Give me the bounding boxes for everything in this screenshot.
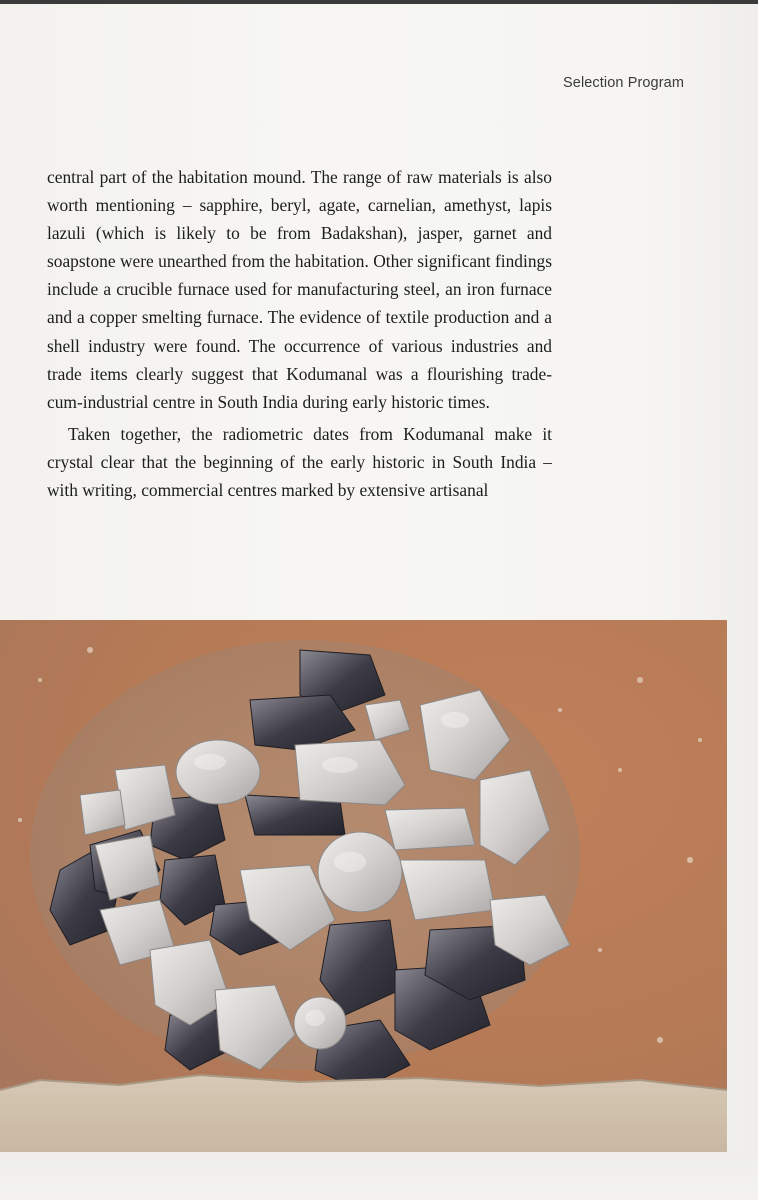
quartz-stone-cluster-photo [0,620,727,1152]
paragraph-2: Taken together, the radiometric dates from Kodumanal make it crystal clear that the beginning of the early historic in South India – with writing, commercial centres marked by extensive artisanal [47,423,552,501]
running-header: Selection Program [563,75,684,91]
paragraph-1: central part of the habitation mound. The range of raw materials is also worth mentioning – sapphire, beryl, agate, carnelian, amethyst, lapis lazuli (which is likely to be from Badakshan), jasper, garnet and soapstone were unearthed from the habitation. Other significant findings include a crucible furnace used for manufacturing steel, an iron furnace and a copper smelting furnace. The evidence of textile production and a shell industry were found. The occurrence of various industries and trade items clearly suggest that Kodumanal was a flourishing trade-cum-industrial centre in South India during early historic times. [47,167,552,412]
excavation-photo [0,620,727,1152]
page-bottom-margin [0,1152,758,1200]
body-text [47,163,552,504]
page-top-edge [0,0,758,4]
